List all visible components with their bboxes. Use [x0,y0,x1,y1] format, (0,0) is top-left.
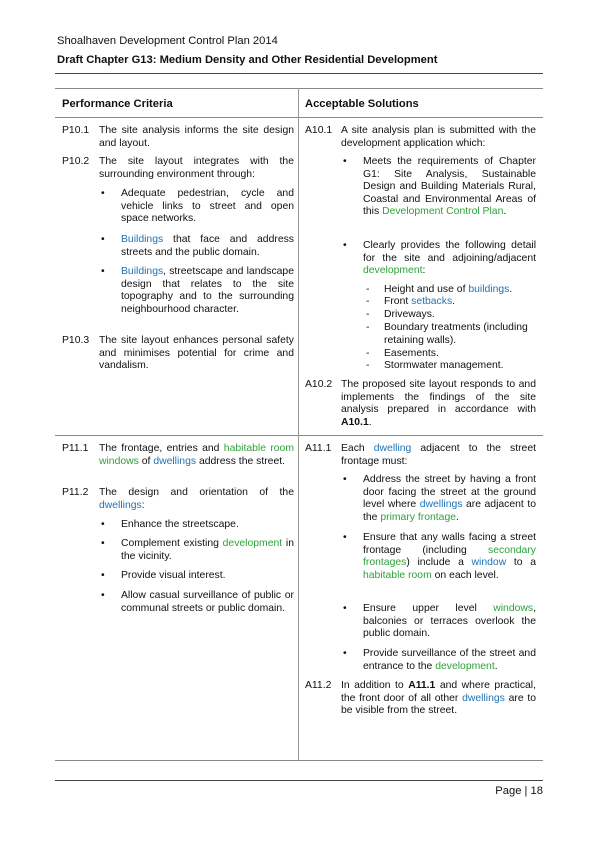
list-item: • Clearly provides the following detail for the site and adjoining/adjacent development: [363,240,536,278]
criterion-number: P11.1 [62,443,89,454]
glossary-link[interactable]: secondary frontages [363,544,536,569]
criterion-text: The site layout enhances personal safety and minimises potential for crime and vandalism. [99,335,294,372]
solution-text: In addition to A11.1 and where practical, the front door of all other dwellings are to be visible from the street. [341,680,537,717]
table-row-rule [55,435,543,436]
glossary-link[interactable]: window [471,557,507,569]
list-item: • Provide visual interest. [121,570,294,583]
glossary-link[interactable]: dwellings [462,692,505,704]
glossary-link[interactable]: Buildings [121,266,164,277]
glossary-link[interactable]: setbacks [411,296,453,307]
document-title: Shoalhaven Development Control Plan 2014 [57,35,278,47]
criterion-text: The site layout integrates with the surrounding environment through: [99,156,294,180]
glossary-link[interactable]: dwelling [373,443,412,454]
criterion-number: P10.1 [62,125,90,136]
list-item: • Allow casual surveillance of public or communal streets or public domain. [121,590,294,615]
criterion-number: P10.3 [62,335,90,346]
solution-number: A10.2 [305,379,333,390]
solution-text: A site analysis plan is submitted with the development application which: [341,125,536,149]
chapter-title: Draft Chapter G13: Medium Density and Other Residential Development [57,54,438,66]
column-header-performance: Performance Criteria [62,98,173,110]
footer-rule [55,780,543,781]
list-item: • Enhance the streetscape. [121,519,294,532]
list-item: • Complement existing development in the vicinity. [121,538,294,563]
solution-number: A11.2 [305,680,332,691]
list-item: • Address the street by having a front door facing the street at the ground level where dwellings are adjacent to the primary frontage. [363,474,536,524]
list-item: • Adequate pedestrian, cycle and vehicle links to street and open space networks. [121,188,294,226]
list-item: • Buildings that face and address streets and the public domain. [121,234,294,259]
list-item: - Height and use of buildings. [384,284,536,297]
criterion-text: The frontage, entries and habitable room windows of dwellings address the street. [99,443,294,467]
solution-text: The proposed site layout responds to and implements the findings of the site analysis prepared in accordance with A10.1. [341,379,536,428]
glossary-link[interactable]: Development Control Plan [382,206,504,218]
list-item: - Stormwater management. [384,360,536,373]
list-item: • Ensure that any walls facing a street frontage (including secondary frontages) include a window to a habitable room on each level. [363,532,536,582]
list-item: - Driveways. [384,309,536,322]
glossary-link[interactable]: development [363,265,423,277]
glossary-link[interactable]: dwellings [419,499,463,511]
solution-text: Each dwelling adjacent to the street frontage must: [341,443,536,467]
list-item: • Provide surveillance of the street and entrance to the development. [363,648,536,673]
glossary-link[interactable]: buildings [468,284,510,295]
glossary-link[interactable]: primary frontage [380,511,456,523]
page-number: Page | 18 [495,785,543,797]
glossary-link[interactable]: habitable room windows [99,443,294,467]
criterion-text: The design and orientation of the dwellings: [99,487,294,511]
criterion-text: The site analysis informs the site design and layout. [99,125,294,149]
solution-number: A10.1 [305,125,333,136]
table-head-rule [55,117,543,118]
glossary-link[interactable]: dwellings [153,455,197,467]
glossary-link[interactable]: windows [493,603,534,614]
list-item: • Ensure upper level windows, balconies or terraces overlook the public domain. [363,603,536,641]
glossary-link[interactable]: development [435,660,495,672]
list-item: - Boundary treatments (including retaining walls). [384,322,536,347]
list-item: - Front setbacks. [384,296,536,309]
column-header-solutions: Acceptable Solutions [305,98,419,110]
list-item: • Meets the requirements of Chapter G1: Site Analysis, Sustainable Design and Building Materials Rural, Coastal and Environmental Areas of this Development Control Plan. [363,156,536,219]
table-bottom-rule [55,760,543,761]
table-top-rule [55,88,543,89]
criterion-number: P11.2 [62,487,89,498]
criterion-number: P10.2 [62,156,90,167]
glossary-link[interactable]: Buildings [121,234,164,245]
header-rule [55,73,543,74]
glossary-link[interactable]: development [222,538,283,549]
glossary-link[interactable]: dwellings [99,499,142,511]
solution-number: A11.1 [305,443,332,454]
list-item: • Buildings, streetscape and landscape design that relates to the site topography and to the surrounding neighbourhood character. [121,266,294,316]
glossary-link[interactable]: habitable room [363,569,432,581]
list-item: - Easements. [384,348,536,361]
table-column-divider [298,88,299,760]
